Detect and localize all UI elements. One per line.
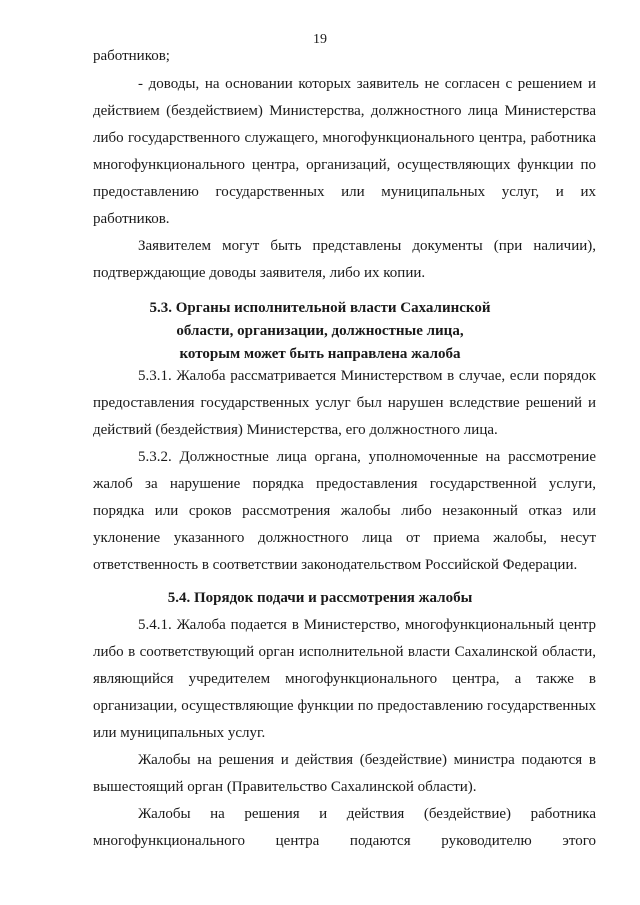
text-line: 5.4.1. Жалоба подается в Министерство, многофункциональный центр xyxy=(138,617,596,633)
text-line: либо в соответствующий орган исполнительной власти Сахалинской области, xyxy=(93,644,596,660)
text-line: работников. xyxy=(93,211,170,227)
text-line: предоставления государственных услуг был нарушен вследствие решений и xyxy=(93,395,596,411)
text-line: уклонение указанного должностного лица от приема жалобы, несут xyxy=(93,530,596,546)
section-heading: 5.4. Порядок подачи и рассмотрения жалобы xyxy=(167,590,473,606)
text-line: ответственность в соответствии законодательством Российской Федерации. xyxy=(93,557,578,573)
text-line: или муниципальных услуг. xyxy=(93,725,266,741)
text-line: многофункционального центра подаются руководителю этого xyxy=(93,833,596,849)
text-line: предоставлению государственных или муниципальных услуг, и их xyxy=(93,184,596,200)
text-line: являющийся учредителем многофункционального центра, а также в xyxy=(93,671,596,687)
section-heading-line: которым может быть направлена жалоба xyxy=(179,346,461,362)
text-line: Жалобы на решения и действия (бездействие) работника xyxy=(138,806,596,822)
text-line: организации, осуществляющие функции по предоставлению государственных xyxy=(93,698,596,714)
text-line: жалоб за нарушение порядка предоставления государственной услуги, xyxy=(93,476,596,492)
text-line: 5.3.1. Жалоба рассматривается Министерством в случае, если порядок xyxy=(138,368,596,384)
text-line: работников; xyxy=(93,48,170,64)
text-line: - доводы, на основании которых заявитель не согласен с решением и xyxy=(138,76,596,92)
text-line: Заявителем могут быть представлены документы (при наличии), xyxy=(138,238,596,254)
section-heading-line: 5.3. Органы исполнительной власти Сахалинской xyxy=(149,300,491,316)
text-line: действием (бездействием) Министерства, должностного лица Министерства xyxy=(93,103,596,119)
text-line: многофункционального центра, организаций, осуществляющих функции по xyxy=(93,157,596,173)
text-line: 5.3.2. Должностные лица органа, уполномоченные на рассмотрение xyxy=(138,449,596,465)
page-number: 19 xyxy=(313,32,327,47)
text-line: Жалобы на решения и действия (бездействие) министра подаются в xyxy=(138,752,596,768)
text-line: подтверждающие доводы заявителя, либо их копии. xyxy=(93,265,426,281)
text-line: вышестоящий орган (Правительство Сахалинской области). xyxy=(93,779,477,795)
section-heading-line: области, организации, должностные лица, xyxy=(176,323,464,339)
text-line: порядка или сроков рассмотрения жалобы либо незаконный отказ или xyxy=(93,503,596,519)
text-line: действий (бездействия) Министерства, его должностного лица. xyxy=(93,422,498,438)
text-line: либо государственного служащего, многофункционального центра, работника xyxy=(93,130,596,146)
